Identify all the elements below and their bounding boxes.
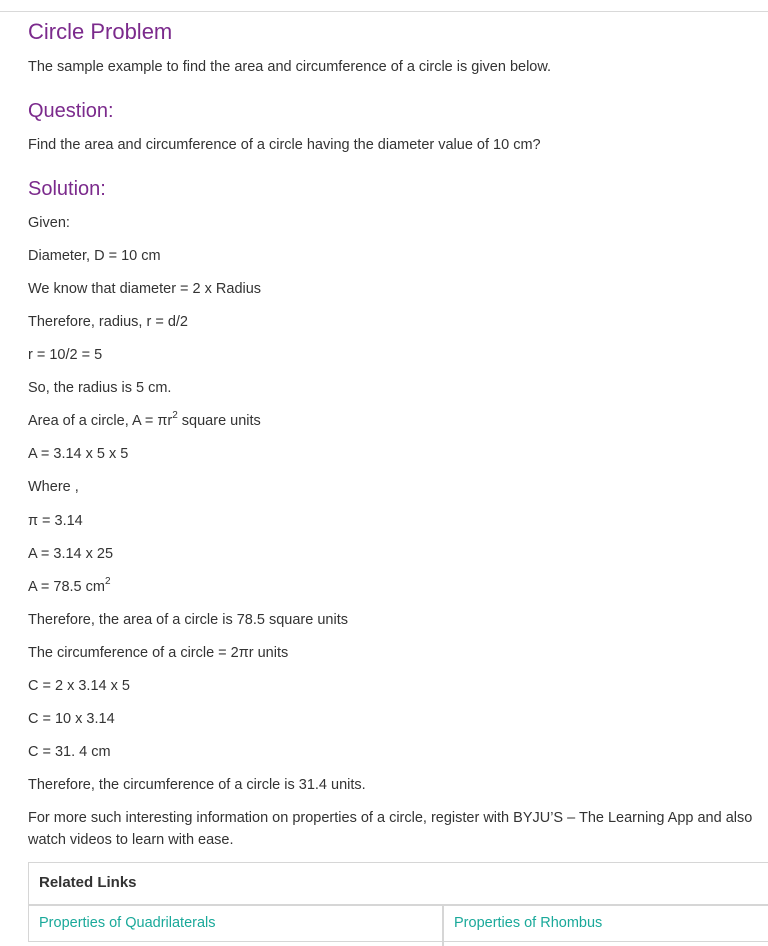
area-formula-exponent: 2 bbox=[172, 410, 178, 422]
area-result-text: A = 78.5 cm bbox=[28, 579, 105, 595]
related-links-heading: Related Links bbox=[39, 874, 137, 891]
intro-text: The sample example to find the area and circumference of a circle is given below. bbox=[28, 59, 552, 75]
solution-step: A = 3.14 x 5 x 5 bbox=[28, 446, 129, 462]
question-text: Find the area and circumference of a circle having the diameter value of 10 cm? bbox=[28, 137, 541, 153]
question-heading: Question: bbox=[28, 100, 114, 122]
solution-step: Therefore, the area of a circle is 78.5 square units bbox=[28, 612, 348, 628]
top-divider bbox=[0, 11, 768, 12]
related-links-divider bbox=[29, 904, 768, 906]
solution-step: Given: bbox=[28, 215, 70, 231]
solution-step: Therefore, the circumference of a circle is 31.4 units. bbox=[28, 777, 366, 793]
solution-step: π = 3.14 bbox=[28, 513, 83, 529]
area-formula bbox=[28, 410, 261, 432]
solution-step: C = 31. 4 cm bbox=[28, 744, 111, 760]
solution-step: So, the radius is 5 cm. bbox=[28, 380, 172, 396]
solution-step: A = 3.14 x 25 bbox=[28, 546, 114, 562]
related-link-quadrilaterals[interactable]: Properties of Quadrilaterals bbox=[39, 915, 216, 931]
area-result-exponent: 2 bbox=[104, 576, 111, 588]
solution-step: C = 2 x 3.14 x 5 bbox=[28, 678, 130, 694]
solution-step: Therefore, radius, r = d/2 bbox=[28, 314, 188, 330]
solution-step: C = 10 x 3.14 bbox=[28, 711, 115, 727]
solution-step: We know that diameter = 2 x Radius bbox=[28, 281, 262, 297]
solution-heading: Solution: bbox=[28, 178, 106, 200]
related-links-column-divider bbox=[442, 906, 444, 946]
solution-step: Where , bbox=[28, 479, 79, 495]
page-title: Circle Problem bbox=[28, 19, 173, 44]
closing-text: For more such interesting information on properties of a circle, register with BYJU’S – The Learning App and also watch videos to learn with ease. bbox=[28, 810, 753, 848]
related-link-rhombus[interactable]: Properties of Rhombus bbox=[454, 915, 603, 931]
solution-step: r = 10/2 = 5 bbox=[28, 347, 103, 363]
area-result bbox=[28, 576, 111, 598]
solution-step: The circumference of a circle = 2πr units bbox=[28, 645, 289, 661]
related-links-table bbox=[28, 862, 768, 942]
area-formula-unit: square units bbox=[177, 413, 261, 429]
area-formula-text: Area of a circle, A = πr bbox=[28, 413, 173, 429]
solution-step: Diameter, D = 10 cm bbox=[28, 248, 161, 264]
